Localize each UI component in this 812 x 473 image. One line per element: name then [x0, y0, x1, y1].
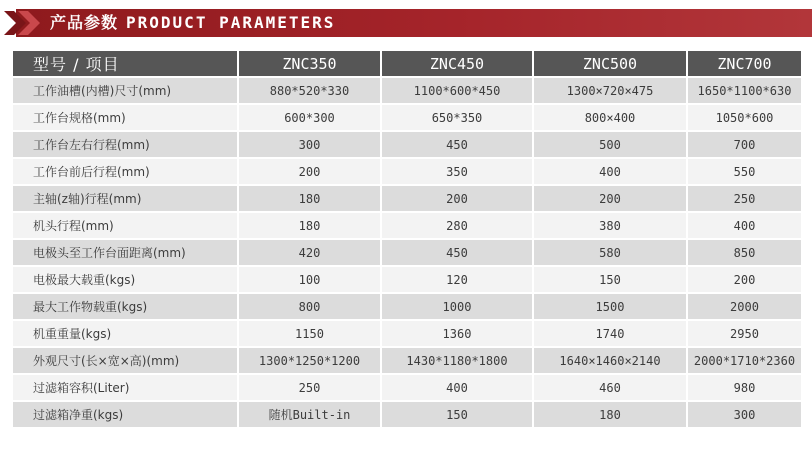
header-model-4: ZNC700 — [688, 51, 801, 76]
cell-value: 1050*600 — [688, 105, 801, 130]
row-label: 机头行程(mm) — [13, 213, 237, 238]
header-model-3: ZNC500 — [534, 51, 686, 76]
table-row — [13, 105, 801, 130]
row-label: 最大工作物载重(kgs) — [13, 294, 237, 319]
table-row — [13, 267, 801, 292]
header-item: 型号 / 项目 — [13, 51, 237, 76]
cell-value: 150 — [382, 402, 532, 427]
cell-value: 380 — [534, 213, 686, 238]
table-row — [13, 186, 801, 211]
cell-value: 200 — [688, 267, 801, 292]
cell-value: 1430*1180*1800 — [382, 348, 532, 373]
header-model-1: ZNC350 — [239, 51, 380, 76]
cell-value: 200 — [382, 186, 532, 211]
parameters-table — [11, 49, 803, 429]
cell-value: 200 — [239, 159, 380, 184]
cell-value: 1360 — [382, 321, 532, 346]
cell-value: 980 — [688, 375, 801, 400]
cell-value: 250 — [688, 186, 801, 211]
cell-value: 随机Built-in — [239, 402, 380, 427]
table-header-row — [13, 51, 801, 76]
row-label: 过滤箱净重(kgs) — [13, 402, 237, 427]
cell-value: 500 — [534, 132, 686, 157]
cell-value: 150 — [534, 267, 686, 292]
table-row — [13, 213, 801, 238]
cell-value: 700 — [688, 132, 801, 157]
row-label: 工作台规格(mm) — [13, 105, 237, 130]
row-label: 工作油槽(内槽)尺寸(mm) — [13, 78, 237, 103]
cell-value: 1650*1100*630 — [688, 78, 801, 103]
cell-value: 420 — [239, 240, 380, 265]
cell-value: 1740 — [534, 321, 686, 346]
cell-value: 850 — [688, 240, 801, 265]
cell-value: 1300*1250*1200 — [239, 348, 380, 373]
table-row — [13, 375, 801, 400]
cell-value: 180 — [239, 186, 380, 211]
cell-value: 800 — [239, 294, 380, 319]
section-title — [50, 9, 335, 37]
cell-value: 550 — [688, 159, 801, 184]
table-row — [13, 402, 801, 427]
cell-value: 200 — [534, 186, 686, 211]
cell-value: 350 — [382, 159, 532, 184]
cell-value: 800×400 — [534, 105, 686, 130]
table-row — [13, 132, 801, 157]
row-label: 外观尺寸(长×宽×高)(mm) — [13, 348, 237, 373]
row-label: 工作台左右行程(mm) — [13, 132, 237, 157]
cell-value: 2000 — [688, 294, 801, 319]
row-label: 机重重量(kgs) — [13, 321, 237, 346]
cell-value: 1500 — [534, 294, 686, 319]
header-model-2: ZNC450 — [382, 51, 532, 76]
cell-value: 180 — [239, 213, 380, 238]
table-row — [13, 240, 801, 265]
section-title-en: PRODUCT PARAMETERS — [126, 13, 336, 32]
table-row — [13, 294, 801, 319]
cell-value: 1640×1460×2140 — [534, 348, 686, 373]
cell-value: 450 — [382, 240, 532, 265]
cell-value: 1000 — [382, 294, 532, 319]
cell-value: 1300×720×475 — [534, 78, 686, 103]
cell-value: 400 — [688, 213, 801, 238]
cell-value: 100 — [239, 267, 380, 292]
cell-value: 580 — [534, 240, 686, 265]
row-label: 工作台前后行程(mm) — [13, 159, 237, 184]
cell-value: 1150 — [239, 321, 380, 346]
row-label: 电极头至工作台面距离(mm) — [13, 240, 237, 265]
cell-value: 180 — [534, 402, 686, 427]
cell-value: 400 — [382, 375, 532, 400]
table-row — [13, 78, 801, 103]
row-label: 电极最大载重(kgs) — [13, 267, 237, 292]
cell-value: 280 — [382, 213, 532, 238]
cell-value: 120 — [382, 267, 532, 292]
section-banner — [0, 9, 812, 37]
cell-value: 300 — [688, 402, 801, 427]
cell-value: 300 — [239, 132, 380, 157]
row-label: 过滤箱容积(Liter) — [13, 375, 237, 400]
cell-value: 650*350 — [382, 105, 532, 130]
cell-value: 1100*600*450 — [382, 78, 532, 103]
cell-value: 880*520*330 — [239, 78, 380, 103]
cell-value: 2000*1710*2360 — [688, 348, 801, 373]
double-chevron-icon — [4, 11, 44, 35]
cell-value: 450 — [382, 132, 532, 157]
row-label: 主轴(z轴)行程(mm) — [13, 186, 237, 211]
cell-value: 2950 — [688, 321, 801, 346]
cell-value: 250 — [239, 375, 380, 400]
cell-value: 600*300 — [239, 105, 380, 130]
table-row — [13, 321, 801, 346]
cell-value: 460 — [534, 375, 686, 400]
table-row — [13, 159, 801, 184]
table-row — [13, 348, 801, 373]
section-title-cn: 产品参数 — [50, 13, 119, 32]
cell-value: 400 — [534, 159, 686, 184]
